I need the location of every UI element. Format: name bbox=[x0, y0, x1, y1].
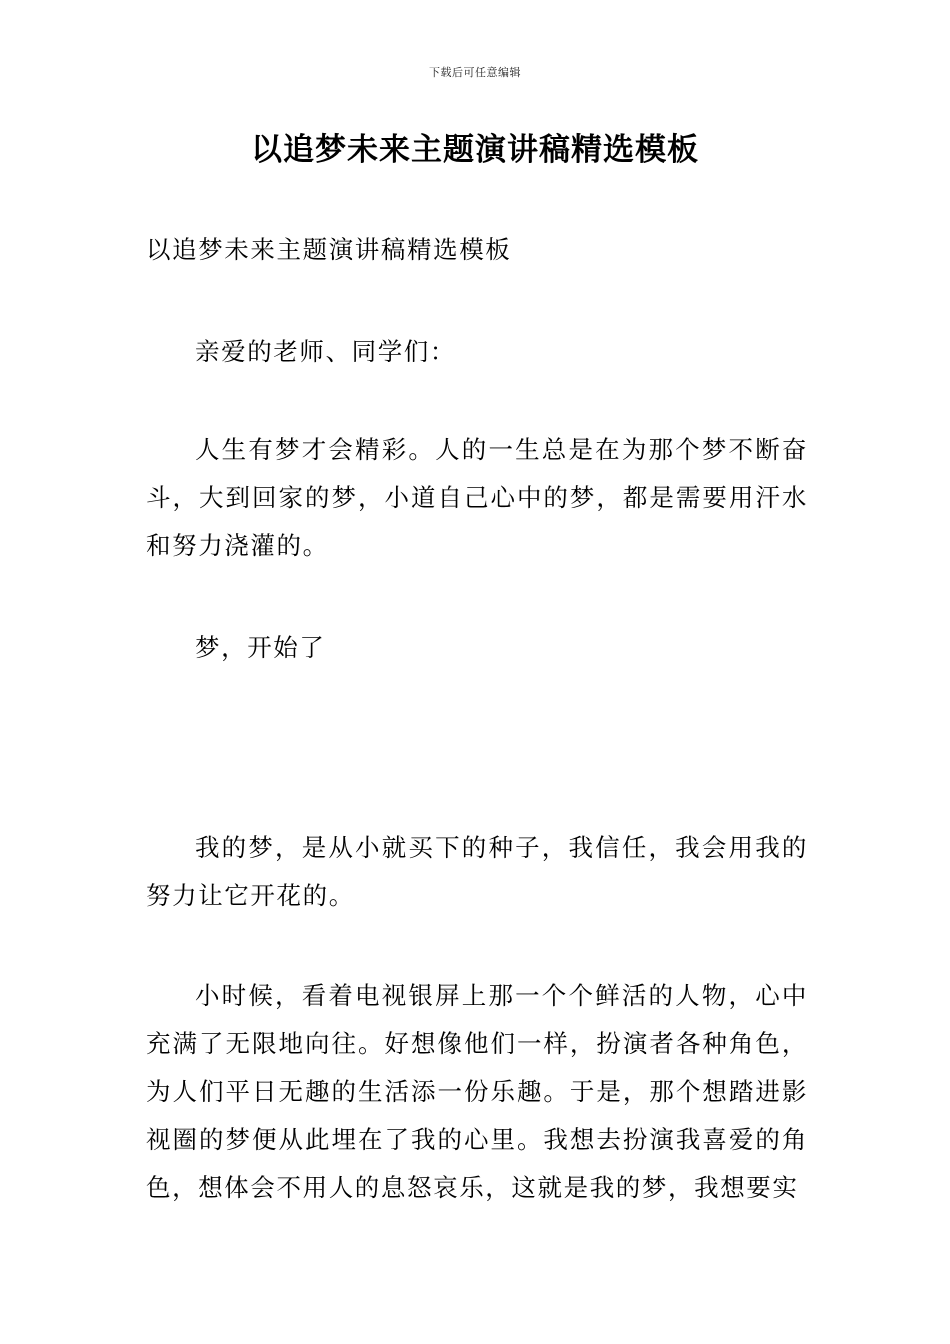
header-note: 下载后可任意编辑 bbox=[429, 66, 521, 79]
paragraph-childhood: 小时候，看着电视银屏上那一个个鲜活的人物，心中充满了无限地向往。好想像他们一样，扮演者各种角色，为人们平日无趣的生活添一份乐趣。于是，那个想踏进影视圈的梦便从此埋在了我的心里。我想去扮演我喜爱的角色，想体会不用人的息怒哀乐，这就是我的梦，我想要实 bbox=[146, 981, 808, 1202]
paragraph-greeting: 亲爱的老师、同学们： bbox=[195, 337, 456, 366]
document-title: 以追梦未来主题演讲稿精选模板 bbox=[251, 132, 699, 168]
paragraph-dream-begins: 梦，开始了 bbox=[195, 633, 326, 662]
paragraph-seed: 我的梦，是从小就买下的种子，我信任，我会用我的努力让它开花的。 bbox=[146, 833, 808, 910]
paragraph-subtitle: 以追梦未来主题演讲稿精选模板 bbox=[146, 235, 512, 264]
paragraph-intro: 人生有梦才会精彩。人的一生总是在为那个梦不断奋斗，大到回家的梦，小道自己心中的梦，都是需要用汗水和努力浇灌的。 bbox=[146, 435, 808, 560]
